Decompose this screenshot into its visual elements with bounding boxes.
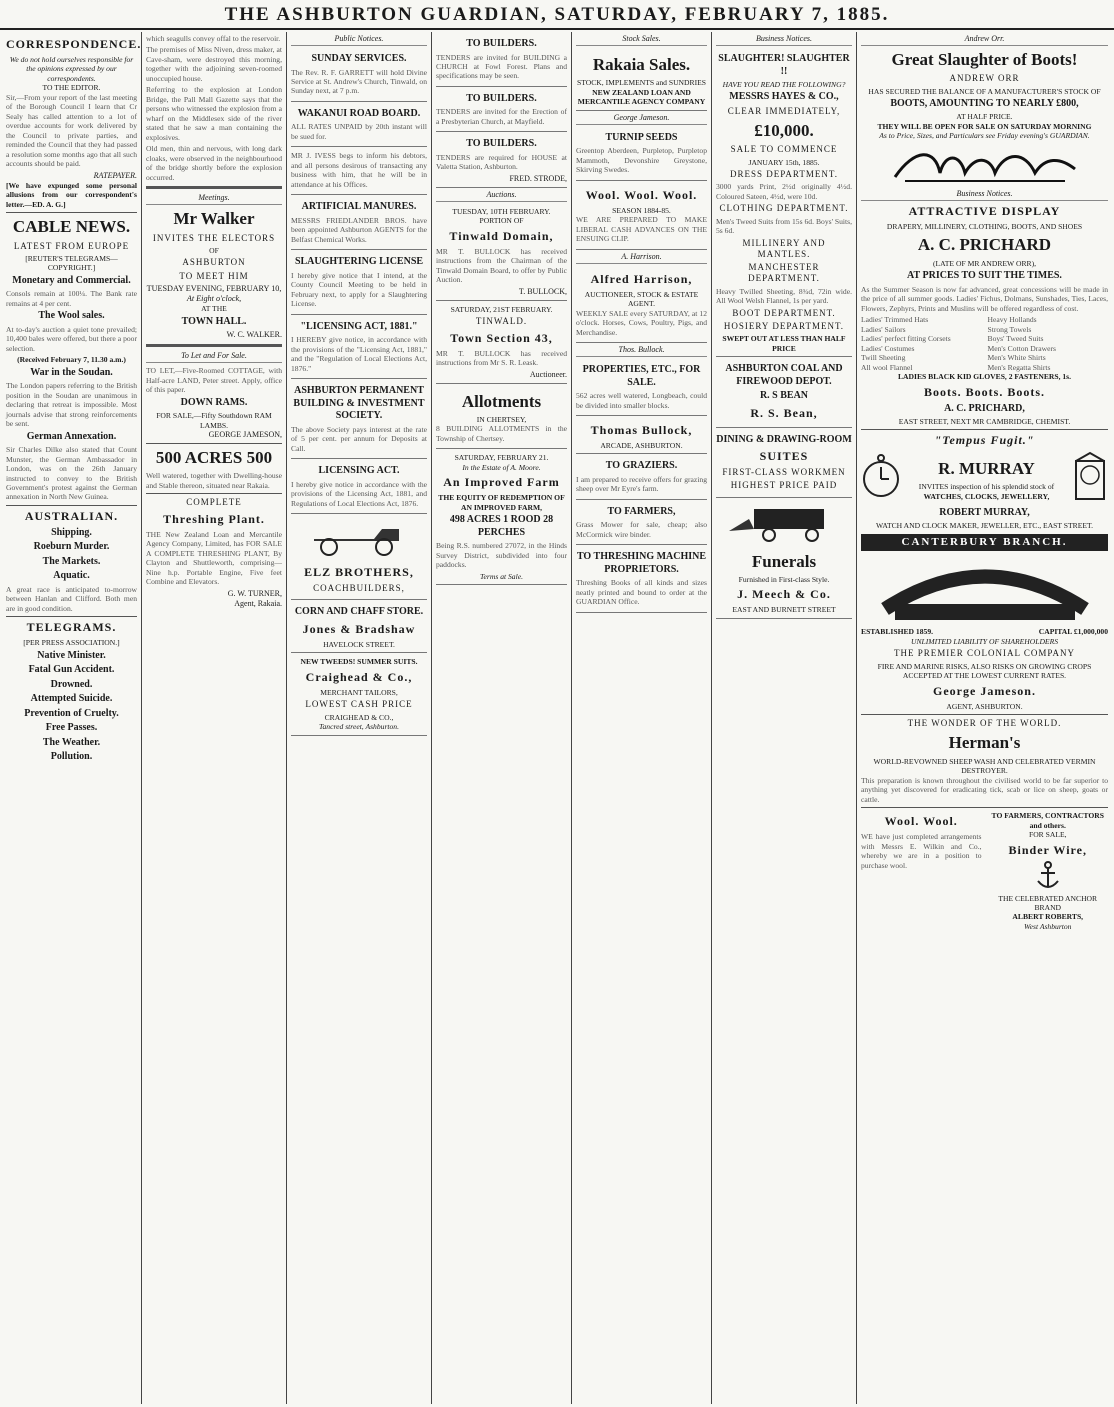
hayes-heading: MESSRS HAYES & CO.,	[729, 91, 839, 103]
suites-heading: SUITES	[759, 449, 809, 464]
harrison-sub: AUCTIONEER, STOCK & ESTATE AGENT.	[584, 289, 699, 309]
threshing-body: THE New Zealand Loan and Mercantile Agency Company, Limited, has FOR SALE A COMPLETE THRESHING PLANT, By Clayton and Shuttleworth, comprising—Nine h.p. Portable Engine, Five feet Combine and Elevators.	[146, 529, 282, 587]
swept-label: SWEPT OUT AT LESS THAN HALF PRICE	[722, 334, 846, 353]
to-let-heading: To Let and For Sale.	[146, 351, 282, 363]
town-section-heading: Town Section 43,	[450, 330, 553, 345]
passes-heading: Free Passes.	[45, 722, 98, 734]
monetary-heading: Monetary and Commercial.	[12, 274, 131, 286]
jones-sub: HAVELOCK STREET.	[323, 639, 395, 649]
bullock-sig2: Auctioneer.	[529, 369, 567, 379]
sat21b-date: SATURDAY, FEBRUARY 21.	[454, 453, 549, 463]
complete-label: COMPLETE	[186, 497, 242, 508]
threshing-proprietors-heading: TO THRESHING MACHINE PROPRIETORS.	[576, 551, 707, 575]
craighead-sub: MERCHANT TAILORS,	[320, 687, 398, 697]
dress-dept: DRESS DEPARTMENT.	[730, 169, 838, 180]
news-body-3: Old men, thin and nervous, with long dark cloaks, were observed in the neighbourhood of the bridge shortly before the explosion occurred.	[146, 144, 282, 182]
column-correspondence	[2, 32, 142, 1404]
stock-label: STOCK, IMPLEMENTS and SUNDRIES	[577, 78, 706, 88]
shipping-heading: Shipping.	[51, 526, 92, 538]
walker-heading: Mr Walker	[173, 209, 255, 229]
farmers-heading: TO FARMERS,	[607, 505, 676, 517]
bullock-head: Thos. Bullock.	[576, 345, 707, 357]
newspaper-title: THE ASHBURTON GUARDIAN, SATURDAY, FEBRUARY 7, 1885.	[224, 4, 890, 25]
equity-label: THE EQUITY OF REDEMPTION OF AN IMPROVED FARM,	[438, 493, 565, 512]
cruelty-heading: Prevention of Cruelty.	[24, 707, 119, 719]
roberts-label: ALBERT ROBERTS,	[1012, 912, 1084, 922]
manures-heading: ARTIFICIAL MANURES.	[301, 201, 417, 213]
wool-body: At to-day's auction a quiet tone prevailed; 10,400 bales were offered, but there a poor selection.	[6, 324, 137, 353]
walker-ashburton: ASHBURTON	[182, 257, 246, 268]
murray-addr: WATCH AND CLOCK MAKER, JEWELLER, ETC., EAST STREET.	[876, 521, 1093, 531]
craighead-heading: Craighead & Co.,	[305, 669, 413, 684]
continued-text: which seagulls convey offal to the reservoir.	[146, 34, 281, 43]
letter-signature: RATEPAYER.	[93, 170, 137, 180]
canterbury-banner: CANTERBURY BRANCH.	[861, 534, 1108, 552]
meetings-heading: Meetings.	[146, 193, 282, 205]
suicide-heading: Attempted Suicide.	[30, 693, 113, 705]
business-notices-heading: Business Notices.	[716, 34, 852, 46]
hermans-sub: WORLD-REVOWNED SHEEP WASH AND CELEBRATED VERMIN DESTROYER.	[873, 756, 1096, 776]
pollution-heading: Pollution.	[50, 751, 93, 763]
biz-head: Business Notices.	[861, 189, 1108, 201]
elz-heading: ELZ BROTHERS,	[304, 565, 414, 580]
walker-date: TUESDAY EVENING, FEBRUARY 10,	[146, 283, 282, 293]
weather-heading: The Weather.	[42, 736, 101, 748]
to-editor: TO THE EDITOR.	[42, 83, 101, 93]
west-label: West Ashburton	[1024, 921, 1072, 931]
column-andrew-orr: Andrew Orr. Great Slaughter of Boots! ANDREW ORR HAS SECURED THE BALANCE OF A MANUFACTURER'S STOCK OF BOOTS, AMOUNTING TO NEARLY £800, AT HALF PRICE. THEY WILL BE OPEN FOR SALE ON SATURDAY MORNING As to Price, Sizes, and Particulars see Friday evening's GUARDIAN. Business Notices. ATTRACTIVE DISPLAY DRAPERY, MILLINERY, CLOTHING, BOOTS, AND SHOES A. C. PRICHARD (LATE OF MR ANDREW ORR), AT PRICES TO SUIT THE TIMES. As the Summer Season is now far advanced, great concessions will be made in the price of all summer goods. Ladies' Fichus, Dolmans, Sunshades, Ties, Laces, Flowers, Zephyrs, Prints and Muslins will be offered regardless of cost. Ladies' Trimmed Hats Ladies' Sailors Ladies' perfect fitting Corsets Ladies' Costumes Twill Sheeting All wool Flannel Heavy Hollands Strong Towels Boys' Tweed Suits Men's Cotton Drawers Men's White Shirts Men's Regatta Shirts LADIES BLACK KID GLOVES, 2 FASTENERS, 1s. Boots. Boots. Boots. A. C. PRICHARD, EAST STREET, NEXT MR CAMBRIDGE, CHEMIST. "Tempus Fugit." R. MURRAY INVITES inspection of his splendid stock of WATCHES, CLOCKS, JEWELLERY, ROBERT MURRAY, WATCH AND CLOCK MAKER, JEWELLER, ETC., EAST STREET. CANTERBURY BRANCH. ESTABLISHED 1859. CAPITAL £1,000,000 UNLIMITED LIABILITY OF SHAREHOLDERS THE PREMIER COLONIAL COMPANY FIRE AND MARINE RISKS, ALSO RISKS ON GROWING CROPS ACCEPTED AT THE LOWEST CURRENT RATES. George Jameson. AGENT, ASHBURTON. THE WONDER OF THE WORLD. Herman's WORLD-REVOWNED SHEEP WASH AND CELEBRATED VERMIN DESTROYER. This preparation is known throughout the civilised world to be far superior to anything yet discovered for eradicating tick, scab or lice on sheep, goats or cattle. Wool. Wool. WE have just completed arrangements with Messrs E. Wilkin and Co., whereby we are in a position to purchase wool. TO FARMERS, CONTRACTORS and others. FOR SALE, Binder Wire, THE CELEBRATED ANCHOR BRAND ALBERT ROBERTS, West Ashburton	[861, 34, 1108, 931]
lowest-price: LOWEST CASH PRICE	[305, 699, 413, 710]
slaughter-sub: HAVE YOU READ THE FOLLOWING?	[722, 80, 846, 89]
masthead	[0, 0, 1114, 30]
watch-icon	[861, 453, 901, 502]
boots-amount: BOOTS, AMOUNTING TO NEARLY £800,	[890, 97, 1079, 109]
war-body: The London papers referring to the British position in the Soudan are unanimous in declaring that retreat is impossible. Most journals advise that strong reinforcements be sent.	[6, 381, 137, 429]
highest-label: HIGHEST PRICE PAID	[730, 480, 838, 491]
tinwald-label: TINWALD.	[475, 316, 528, 327]
latest-europe: LATEST FROM EUROPE	[13, 240, 130, 251]
arcade-label: ARCADE, ASHBURTON.	[600, 440, 683, 450]
tancred: Tancred street, Ashburton.	[318, 722, 400, 732]
tempus-heading: "Tempus Fugit."	[934, 433, 1035, 448]
wool-wool: Wool. Wool.	[884, 814, 958, 829]
harrison-head: A. Harrison.	[576, 252, 707, 264]
acres-heading: 500 ACRES 500	[155, 448, 273, 468]
tinwald-domain-heading: Tinwald Domain,	[449, 228, 554, 243]
carriage-illustration	[291, 517, 427, 557]
newspaper-page	[2, 32, 1112, 1404]
tues-date: TUESDAY, 10TH FEBRUARY.	[452, 206, 551, 216]
wonder-label: THE WONDER OF THE WORLD.	[907, 718, 1062, 729]
hermans-heading: Herman's	[948, 733, 1021, 753]
andrew-orr-signature	[861, 141, 1108, 189]
letter-body: Sir,—From your report of the last meeting of the Borough Council I learn that Cr Sealy has called attention to a lot of overdue accounts for work delivered by the Council to private parties, and reminded the Council that they had passed a resolution some months ago that all such accounts should be paid.	[6, 92, 137, 169]
attractive-heading: ATTRACTIVE DISPLAY	[908, 203, 1061, 218]
forsale-label: FOR SALE,	[1028, 830, 1067, 840]
murray-watches: WATCHES, CLOCKS, JEWELLERY,	[923, 491, 1050, 501]
east-label: EAST AND BURNETT STREET	[732, 605, 836, 615]
walker-time: At Eight o'clock,	[186, 294, 242, 303]
murray-invites: INVITES inspection of his splendid stock of	[918, 482, 1055, 492]
turnip-heading: TURNIP SEEDS	[605, 131, 678, 143]
walker-signature: W. C. WALKER.	[226, 330, 282, 340]
season-label: SEASON 1884-85.	[612, 205, 671, 215]
walker-meet: TO MEET HIM	[179, 270, 249, 281]
gun-heading: Fatal Gun Accident.	[28, 664, 115, 676]
rams-heading: DOWN RAMS.	[180, 396, 248, 408]
andrew-orr-name: ANDREW ORR	[949, 73, 1020, 84]
bullock-sig1: T. BULLOCK,	[518, 286, 567, 296]
sale-label: SALE TO COMMENCE	[730, 144, 838, 155]
anchor-label: THE CELEBRATED ANCHOR BRAND	[998, 893, 1098, 912]
craighead2: CRAIGHEAD & CO.,	[324, 712, 394, 722]
licensing-act2-heading: LICENSING ACT.	[318, 465, 400, 477]
properties-heading: PROPERTIES, ETC., FOR SALE.	[582, 364, 701, 388]
walker-invites: INVITES THE ELECTORS	[152, 232, 276, 243]
builders1-heading: TO BUILDERS.	[466, 38, 537, 49]
building-society-heading: ASHBURTON PERMANENT BUILDING & INVESTMENT SOCIETY.	[293, 385, 425, 422]
funerals-sub: Furnished in First-class Style.	[738, 574, 830, 584]
wool-heading: Wool. Wool. Wool.	[585, 187, 698, 202]
wakanui-heading: WAKANUI ROAD BOARD.	[297, 107, 421, 119]
dining-heading: DINING & DRAWING-ROOM	[716, 433, 852, 445]
german-heading: German Annexation.	[26, 430, 117, 442]
to-let-body: TO LET,—Five-Roomed COTTAGE, with Half-acre LAND, Peter street. Apply, office of this paper.	[146, 366, 282, 395]
prichard2: A. C. PRICHARD,	[944, 402, 1025, 414]
drowned-heading: Drowned.	[50, 678, 93, 690]
allotments-heading: Allotments	[461, 391, 542, 411]
markets-heading: The Markets.	[42, 555, 101, 567]
rakaia-heading: Rakaia Sales.	[592, 55, 691, 74]
murray-heading: R. MURRAY	[938, 459, 1035, 478]
capital-label: CAPITAL £1,000,000	[1038, 627, 1108, 637]
jan-label: JANUARY 15th, 1885.	[748, 157, 820, 167]
nzloan-label: NEW ZEALAND LOAN AND MERCANTILE AGENCY COMPANY	[577, 87, 706, 107]
aquatic-body: A great race is anticipated to-morrow between Hanlan and Clifford. Both men are in good condition.	[6, 584, 137, 613]
acres-body: Well watered, together with Dwelling-house and Stable thereon, situated near Rakaia.	[146, 471, 282, 490]
murray2: ROBERT MURRAY,	[939, 506, 1030, 518]
walker-of: OF	[209, 245, 219, 255]
threshing-heading: Threshing Plant.	[163, 511, 265, 526]
half-price: AT HALF PRICE.	[956, 112, 1013, 122]
walker-venue: TOWN HALL.	[181, 315, 247, 327]
received-note: (Received February 7, 11.30 a.m.)	[17, 355, 126, 365]
builders2-heading: TO BUILDERS.	[466, 92, 537, 104]
editor-note: [We have expunged some personal allusions from our correspondent's letter.—ED. A. G.]	[6, 180, 137, 209]
prichard-sub: (LATE OF MR ANDREW ORR),	[932, 258, 1036, 268]
boots-boots: Boots. Boots. Boots.	[923, 384, 1045, 399]
prichard-address: EAST STREET, NEXT MR CAMBRIDGE, CHEMIST.	[898, 417, 1071, 426]
strode-sig: FRED. STRODE,	[509, 173, 567, 183]
graziers-heading: TO GRAZIERS.	[605, 460, 678, 472]
harrison-heading: Alfred Harrison,	[590, 271, 693, 286]
elz-sub: COACHBUILDERS,	[313, 583, 405, 594]
jameson-agent: AGENT, ASHBURTON.	[946, 701, 1023, 711]
roeburn-heading: Roeburn Murder.	[33, 541, 110, 553]
hosiery-dept: HOSIERY DEPARTMENT.	[723, 320, 845, 331]
andrew-orr-head: Andrew Orr.	[861, 34, 1108, 46]
correspondence-heading: CORRESPONDENCE.	[6, 37, 142, 51]
hearse-illustration	[716, 501, 852, 543]
bean-heading: R. S. Bean,	[750, 405, 818, 420]
column-builders-auctions: TO BUILDERS. TENDERS are invited for BUILDING a CHURCH at Fowl Forest. Plans and specifications may be seen. TO BUILDERS. TENDERS are invited for the Erection of a Presbyterian Church, at Mayfield. TO BUILDERS. TENDERS are required for HOUSE at Valetta Station, Ashburton. FRED. STRODE, Auctions. TUESDAY, 10TH FEBRUARY. PORTION OF Tinwald Domain, MR T. BULLOCK has received instructions from the Chairman of the Tinwald Domain Board, to offer by Public Auction. T. BULLOCK, SATURDAY, 21ST FEBRUARY. TINWALD. Town Section 43, MR T. BULLOCK has received instructions from Mr S. R. Leask. Auctioneer. Allotments IN CHERTSEY, 8 BUILDING ALLOTMENTS in the Township of Chertsey. SATURDAY, FEBRUARY 21. In the Estate of A. Moore. An Improved Farm THE EQUITY OF REDEMPTION OF AN IMPROVED FARM, 498 ACRES 1 ROOD 28 PERCHES Being R.S. numbered 27072, in the Hinds Survey District, subdivided into four paddocks. Terms at Sale.	[432, 32, 572, 1404]
jameson-sig: GEORGE JAMESON,	[208, 430, 282, 440]
premier-label: THE PREMIER COLONIAL COMPANY	[893, 648, 1076, 659]
builders3-heading: TO BUILDERS.	[466, 138, 537, 150]
open-saturday: THEY WILL BE OPEN FOR SALE ON SATURDAY MORNING	[877, 121, 1092, 131]
jones-heading: Jones & Bradshaw	[302, 621, 416, 636]
cable-news-heading: CABLE NEWS.	[12, 217, 131, 237]
ladies-gloves: LADIES BLACK KID GLOVES, 2 FASTENERS, 1s.	[897, 372, 1072, 382]
acres498-label: 498 ACRES 1 ROOD 28 PERCHES	[449, 514, 554, 538]
meech-heading: J. Meech & Co.	[737, 587, 831, 602]
terms-label: Terms at Sale.	[480, 571, 523, 581]
improved-farm-heading: An Improved Farm	[443, 475, 560, 490]
turner-sub: Agent, Rakaia.	[234, 598, 282, 608]
sat21-date: SATURDAY, 21ST FEBRUARY.	[450, 304, 553, 314]
german-body: Sir Charles Dilke also stated that Count Munster, the German Ambassador in London, was on the 26th January instructed to convey to the British Government's protest against the German annexation in North New Guinea.	[6, 445, 137, 502]
established-label: ESTABLISHED 1859.	[861, 627, 934, 637]
aquatic-heading: Aquatic.	[53, 570, 90, 582]
millinery-dept: MILLINERY AND MANTLES.	[742, 237, 826, 259]
disclaimer: We do not hold ourselves responsible for the opinions expressed by our correspondents.	[9, 55, 134, 83]
jameson-heading: George Jameson.	[933, 683, 1036, 698]
estate-label: In the Estate of A. Moore.	[462, 462, 541, 472]
column-public-notices: Public Notices. SUNDAY SERVICES. The Rev. R. F. GARRETT will hold Divine Service at St. Andrew's Church, Tinwald, on Sunday next, at 7 p.m. WAKANUI ROAD BOARD. ALL RATES UNPAID by 20th instant will be sued for. MR J. IVESS begs to inform his debtors, and all persons desirous of transacting any business with him, that he will be in attendance at his Offices. ARTIFICIAL MANURES. MESSRS FRIEDLANDER BROS. have been appointed Ashburton AGENTS for the Belfast Chemical Works. SLAUGHTERING LICENSE I hereby give notice that I intend, at the County Council Meeting to be held in February next, to apply for a Slaughtering License. "LICENSING ACT, 1881." I HEREBY give notice, in accordance with the provisions of the "Licensing Act, 1881," and the "Regulation of Local Elections Act, 1876." ASHBURTON PERMANENT BUILDING & INVESTMENT SOCIETY. The above Society pays interest at the rate of 5 per cent. per annum for Deposits at Call. LICENSING ACT. I hereby give notice in accordance with the provisions of the Licensing Act, 1881, and Regulations of Local Elections Act, 1876. ELZ BROTHERS, COACHBUILDERS, CORN AND CHAFF STORE. Jones & Bradshaw HAVELOCK STREET. NEW TWEEDS! SUMMER SUITS. Craighead & Co., MERCHANT TAILORS, LOWEST CASH PRICE CRAIGHEAD & CO., Tancred street, Ashburton.	[287, 32, 432, 1404]
stock-sales-heading: Stock Sales.	[576, 34, 707, 46]
news-body-1: The premises of Miss Niven, dress maker, at Cave-sham, were destroyed this morning, together with the adjoining seven-roomed unoccupied house.	[146, 45, 282, 83]
news-body-2: Referring to the explosion at London Bridge, the Pall Mall Gazette says that the persons who witnessed the explosion from a wharf on the Middlesex side of the river stated that he saw a man containing the explosives.	[146, 85, 282, 142]
funerals-heading: Funerals	[751, 551, 817, 571]
thomas-bullock-heading: Thomas Bullock,	[590, 422, 693, 437]
bean-head: R. S BEAN	[759, 390, 809, 402]
prices-note: As to Price, Sizes, and Particulars see Friday evening's GUARDIAN.	[879, 131, 1090, 141]
jameson-head: George Jameson.	[576, 113, 707, 125]
clear-label: CLEAR IMMEDIATELY,	[727, 105, 841, 116]
attractive-sub: DRAPERY, MILLINERY, CLOTHING, BOOTS, AND SHOES	[886, 221, 1083, 231]
unlimited-label: UNLIMITED LIABILITY OF SHAREHOLDERS	[910, 636, 1059, 646]
prices-suit: AT PRICES TO SUIT THE TIMES.	[907, 270, 1062, 282]
column-news-meetings	[142, 32, 287, 1404]
war-heading: War in the Soudan.	[30, 366, 113, 378]
public-notices-heading: Public Notices.	[291, 34, 427, 46]
sunday-services-heading: SUNDAY SERVICES.	[311, 53, 407, 64]
licensing-act-heading: "LICENSING ACT, 1881."	[300, 320, 418, 332]
prichard-heading: A. C. PRICHARD	[917, 235, 1052, 255]
column-stock-sales: Stock Sales. Rakaia Sales. STOCK, IMPLEMENTS and SUNDRIES NEW ZEALAND LOAN AND MERCANTILE AGENCY COMPANY George Jameson. TURNIP SEEDS Greentop Aberdeen, Purpletop, Purpletop Mammoth, Devonshire Greystone, Skirving Swedes. Wool. Wool. Wool. SEASON 1884-85. WE ARE PREPARED TO MAKE LIBERAL CASH ADVANCES ON THE ENSUING CLIP. A. Harrison. Alfred Harrison, AUCTIONEER, STOCK & ESTATE AGENT. WEEKLY SALE every SATURDAY, at 12 o'clock. Horses, Cows, Poultry, Pigs, and Merchandise. Thos. Bullock. PROPERTIES, ETC., FOR SALE. 562 acres well watered, Longbeach, could be divided into smaller blocks. Thomas Bullock, ARCADE, ASHBURTON. TO GRAZIERS. I am prepared to receive offers for grazing sheep over Mr Eyre's farm. TO FARMERS, Grass Mower for sale, cheap; also McCormick wire binder. TO THRESHING MACHINE PROPRIETORS. Threshing Books of all kinds and sizes neatly printed and bound to order at the GUARDIAN Office.	[572, 32, 712, 1404]
wool-heading: The Wool sales.	[38, 310, 105, 322]
manchester-dept: MANCHESTER DEPARTMENT.	[748, 262, 820, 284]
farmers-label: TO FARMERS, CONTRACTORS and others.	[991, 811, 1104, 830]
tweeds-label: NEW TWEEDS! SUMMER SUITS.	[300, 657, 418, 667]
native-heading: Native Minister.	[37, 649, 106, 661]
slaughter-heading: SLAUGHTER! SLAUGHTER !!	[718, 53, 850, 77]
turner-sig: G. W. TURNER,	[227, 588, 282, 598]
monetary-body: Consols remain at 100¼. The Bank rate remains at 4 per cent.	[6, 289, 137, 308]
great-slaughter-heading: Great Slaughter of Boots!	[891, 50, 1078, 69]
fire-label: FIRE AND MARINE RISKS, ALSO RISKS ON GROWING CROPS ACCEPTED AT THE LOWEST CURRENT RATES.	[877, 661, 1092, 681]
rams-sale: FOR SALE,—Fifty Southdown RAM LAMBS.	[156, 411, 272, 430]
boot-dept: BOOT DEPARTMENT.	[732, 307, 836, 318]
amount-label: £10,000.	[754, 121, 814, 141]
chaff-heading: CORN AND CHAFF STORE.	[294, 606, 424, 618]
has-secured: HAS SECURED THE BALANCE OF A MANUFACTURER'S STOCK OF	[868, 86, 1101, 96]
auctions-heading: Auctions.	[436, 190, 567, 202]
clock-icon	[1072, 451, 1108, 504]
anchor-icon	[988, 861, 1109, 891]
press-label: [PER PRESS ASSOCIATION.]	[23, 638, 120, 648]
portion-label: PORTION OF	[479, 216, 524, 226]
walker-at-the: AT THE	[201, 304, 227, 314]
insurance-illustration	[861, 554, 1108, 624]
slaughter-license-heading: SLAUGHTERING LICENSE	[294, 256, 424, 268]
reuters-label: [REUTER'S TELEGRAMS—COPYRIGHT.]	[25, 253, 118, 273]
clothing-dept: CLOTHING DEPARTMENT.	[719, 203, 849, 214]
binder-heading: Binder Wire,	[1008, 842, 1087, 857]
chertsey-label: IN CHERTSEY,	[476, 414, 527, 424]
coal-heading: ASHBURTON COAL AND FIREWOOD DEPOT.	[725, 363, 843, 387]
telegrams-heading: TELEGRAMS.	[26, 620, 117, 635]
column-business-notices: Business Notices. SLAUGHTER! SLAUGHTER !! HAVE YOU READ THE FOLLOWING? MESSRS HAYES & CO., CLEAR IMMEDIATELY, £10,000. SALE TO COMMENCE JANUARY 15th, 1885. DRESS DEPARTMENT. 3000 yards Print, 2½d originally 4½d. Coloured Sateen, 4½d, were 10d. CLOTHING DEPARTMENT. Men's Tweed Suits from 15s 6d. Boys' Suits, 5s 6d. MILLINERY AND MANTLES. MANCHESTER DEPARTMENT. Heavy Twilled Sheeting, 8¾d, 72in wide. All Wool Welsh Flannel, 1s per yard. BOOT DEPARTMENT. HOSIERY DEPARTMENT. SWEPT OUT AT LESS THAN HALF PRICE ASHBURTON COAL AND FIREWOOD DEPOT. R. S BEAN R. S. Bean, DINING & DRAWING-ROOM SUITES FIRST-CLASS WORKMEN HIGHEST PRICE PAID Funerals Furnished in First-class Style. J. Meech & Co. EAST AND BURNETT STREET	[712, 32, 857, 1404]
workmen-label: FIRST-CLASS WORKMEN	[722, 467, 846, 478]
australian-heading: AUSTRALIAN.	[24, 508, 119, 523]
